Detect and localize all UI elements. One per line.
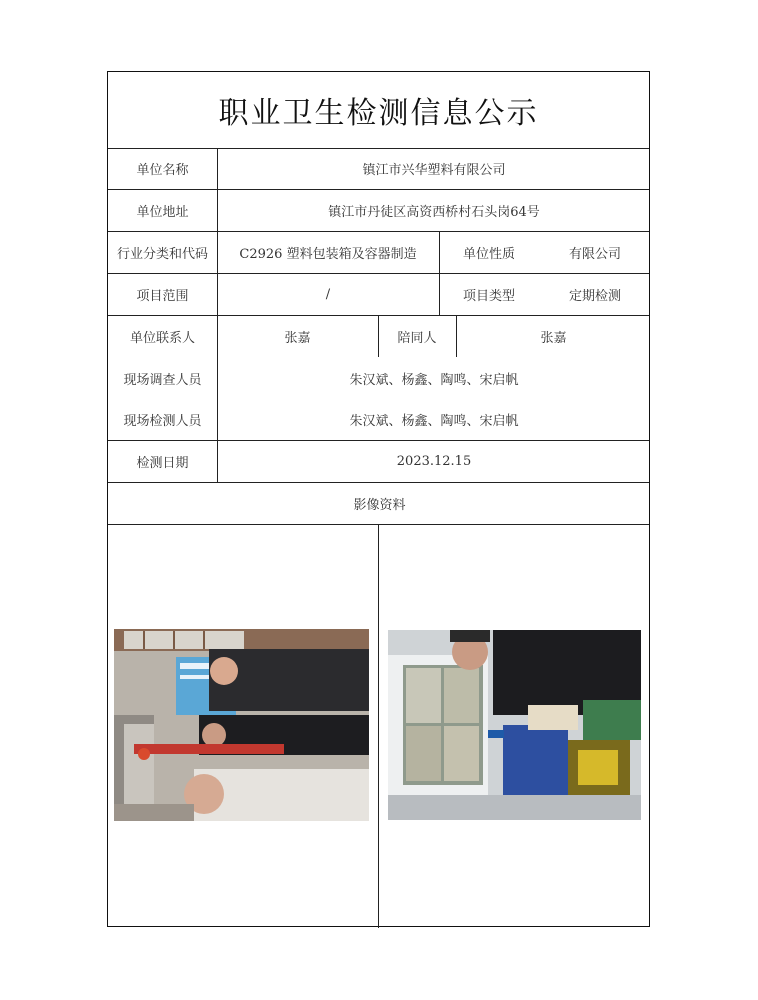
industry-label: 行业分类和代码 xyxy=(116,246,208,262)
test-date-value: 2023.12.15 xyxy=(396,453,472,469)
project-scope-value: / xyxy=(325,286,331,302)
image-section-label: 影像资料 xyxy=(353,497,406,513)
unit-nature-value: 有限公司 xyxy=(568,246,621,262)
survey-staff-value: 朱汉斌、杨鑫、陶鸣、宋启帆 xyxy=(349,372,519,388)
disclosure-form xyxy=(107,71,650,927)
contact-label: 单位联系人 xyxy=(129,330,195,346)
escort-value: 张嘉 xyxy=(540,330,567,346)
test-date-label: 检测日期 xyxy=(136,455,189,471)
site-photo-2 xyxy=(388,630,641,820)
unit-name-label: 单位名称 xyxy=(136,163,189,178)
survey-staff-label: 现场调查人员 xyxy=(123,372,202,388)
project-type-label: 项目类型 xyxy=(462,288,515,304)
project-type-value: 定期检测 xyxy=(568,288,621,304)
unit-address-label: 单位地址 xyxy=(136,204,189,220)
test-staff-value: 朱汉斌、杨鑫、陶鸣、宋启帆 xyxy=(349,414,519,429)
test-staff-label: 现场检测人员 xyxy=(123,414,202,429)
project-scope-label: 项目范围 xyxy=(136,288,189,304)
industry-value: C2926 塑料包装箱及容器制造 xyxy=(239,246,417,262)
column-divider xyxy=(378,524,379,928)
unit-address-value: 镇江市丹徒区高资西桥村石头岗64号 xyxy=(328,204,540,220)
site-photo-1 xyxy=(114,629,369,821)
escort-label: 陪同人 xyxy=(397,330,437,346)
contact-value: 张嘉 xyxy=(284,330,311,346)
page-title: 职业卫生检测信息公示 xyxy=(218,96,539,131)
unit-name-value: 镇江市兴华塑料有限公司 xyxy=(362,163,506,178)
unit-nature-label: 单位性质 xyxy=(462,246,515,262)
